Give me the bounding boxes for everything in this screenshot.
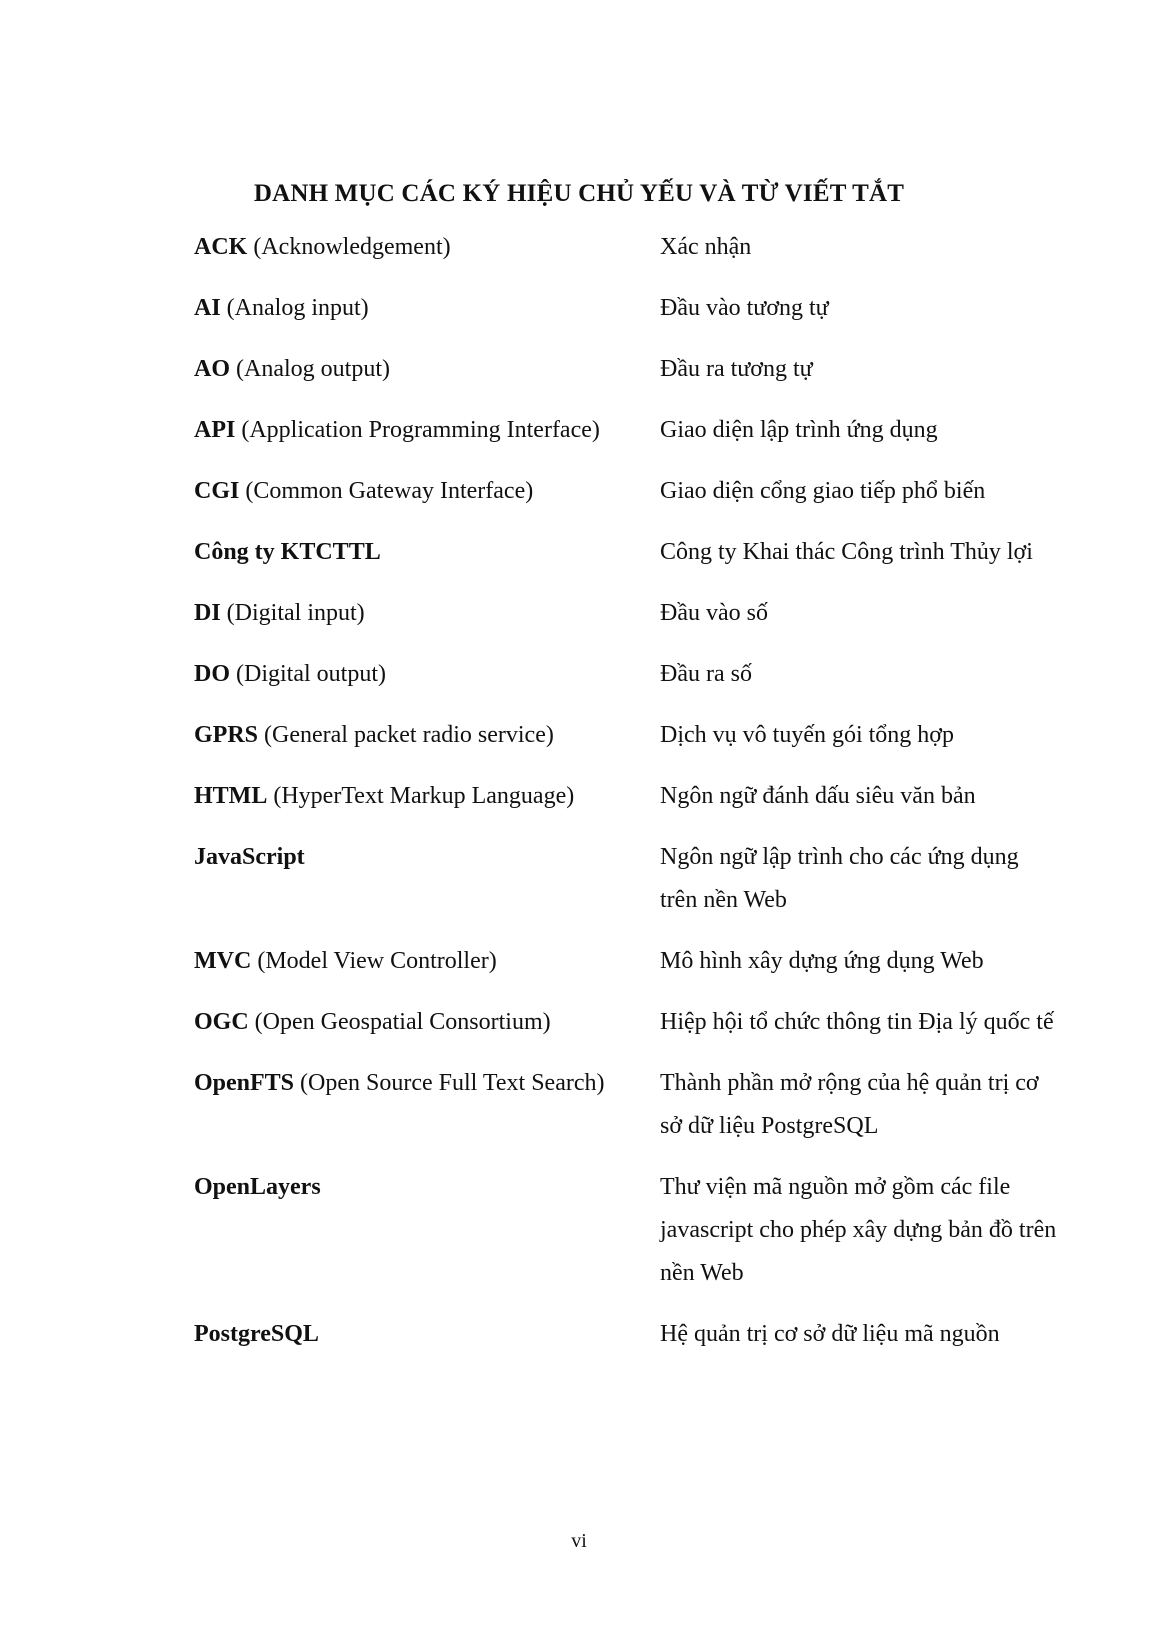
meaning: Đầu vào tương tự	[660, 295, 829, 321]
abbreviation: OGC	[194, 1009, 249, 1035]
term	[194, 531, 660, 574]
abbreviation: AI	[194, 295, 221, 321]
list-item	[194, 714, 1074, 757]
abbreviation: API	[194, 417, 236, 443]
abbreviation: ACK	[194, 234, 248, 260]
full-form: (Application Programming Interface)	[235, 417, 600, 443]
list-item	[194, 470, 1074, 513]
meaning: Công ty Khai thác Công trình Thủy lợi	[660, 539, 1033, 565]
meaning: Dịch vụ vô tuyến gói tổng hợp	[660, 722, 954, 748]
abbreviation: PostgreSQL	[194, 1321, 319, 1347]
term	[194, 287, 660, 330]
abbreviation: CGI	[194, 478, 240, 504]
meaning: Thư viện mã nguồn mở gồm các file javascript cho phép xây dựng bản đồ trên nền Web	[660, 1174, 1057, 1286]
meaning: Xác nhận	[660, 234, 752, 260]
list-item	[194, 226, 1074, 269]
full-form: (General packet radio service)	[258, 722, 554, 748]
abbreviation: JavaScript	[194, 844, 305, 870]
list-item	[194, 348, 1074, 391]
list-item	[194, 836, 1074, 922]
term	[194, 1313, 660, 1356]
term	[194, 1001, 660, 1044]
full-form: (Acknowledgement)	[247, 234, 451, 260]
full-form: (Open Geospatial Consortium)	[248, 1009, 551, 1035]
meaning: Hiệp hội tổ chức thông tin Địa lý quốc tế	[660, 1009, 1054, 1035]
list-item	[194, 1166, 1074, 1295]
abbreviation-list	[194, 226, 1074, 1374]
full-form: (HyperText Markup Language)	[267, 783, 575, 809]
term	[194, 348, 660, 391]
list-item	[194, 653, 1074, 696]
abbreviation: DI	[194, 600, 221, 626]
full-form: (Analog input)	[220, 295, 369, 321]
meaning: Ngôn ngữ đánh dấu siêu văn bản	[660, 783, 976, 809]
term	[194, 592, 660, 635]
meaning: Thành phần mở rộng của hệ quản trị cơ sở dữ liệu PostgreSQL	[660, 1070, 1039, 1139]
list-item	[194, 775, 1074, 818]
list-item	[194, 409, 1074, 452]
full-form: (Digital input)	[220, 600, 365, 626]
list-item	[194, 531, 1074, 574]
term	[194, 226, 660, 269]
term	[194, 775, 660, 818]
abbreviation: HTML	[194, 783, 268, 809]
full-form: (Open Source Full Text Search)	[294, 1070, 605, 1096]
term	[194, 714, 660, 757]
term	[194, 409, 660, 452]
abbreviation: OpenFTS	[194, 1070, 295, 1096]
list-item	[194, 592, 1074, 635]
full-form: (Common Gateway Interface)	[239, 478, 534, 504]
meaning: Hệ quản trị cơ sở dữ liệu mã nguồn	[660, 1321, 1000, 1347]
term	[194, 836, 660, 879]
full-form: (Analog output)	[230, 356, 390, 382]
page-title: DANH MỤC CÁC KÝ HIỆU CHỦ YẾU VÀ TỪ VIẾT TẮT	[253, 180, 905, 207]
full-form: (Digital output)	[230, 661, 386, 687]
abbreviation: GPRS	[194, 722, 259, 748]
term	[194, 1166, 660, 1209]
meaning: Đầu ra tương tự	[660, 356, 813, 382]
list-item	[194, 1001, 1074, 1044]
term	[194, 653, 660, 696]
term	[194, 940, 660, 983]
meaning: Ngôn ngữ lập trình cho các ứng dụng trên nền Web	[660, 844, 1019, 913]
term	[194, 470, 660, 513]
full-form: (Model View Controller)	[251, 948, 497, 974]
meaning: Đầu vào số	[660, 600, 768, 626]
abbreviation: OpenLayers	[194, 1174, 321, 1200]
meaning: Đầu ra số	[660, 661, 752, 687]
abbreviation: MVC	[194, 948, 252, 974]
abbreviation: AO	[194, 356, 230, 382]
abbreviation: Công ty KTCTTL	[194, 539, 381, 565]
page-number: vi	[571, 1530, 587, 1552]
abbreviation: DO	[194, 661, 230, 687]
meaning: Mô hình xây dựng ứng dụng Web	[660, 948, 984, 974]
list-item	[194, 1062, 1074, 1148]
meaning: Giao diện lập trình ứng dụng	[660, 417, 938, 443]
list-item	[194, 287, 1074, 330]
list-item	[194, 940, 1074, 983]
term	[194, 1062, 660, 1105]
list-item	[194, 1313, 1074, 1356]
meaning: Giao diện cổng giao tiếp phổ biến	[660, 478, 986, 504]
